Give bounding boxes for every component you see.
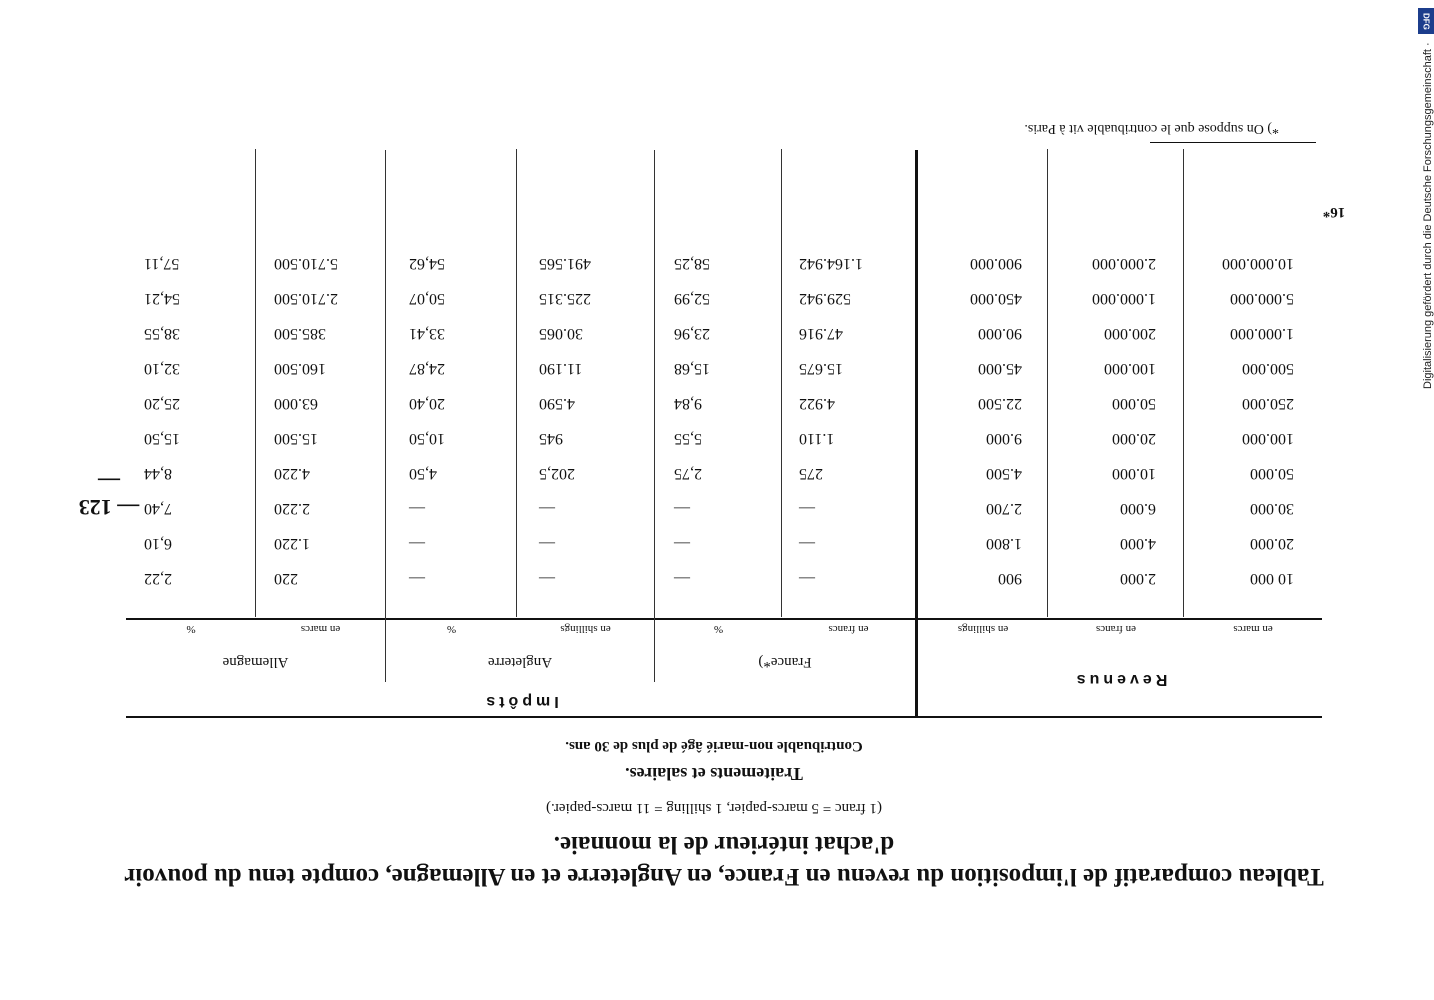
unit-ang-shillings: en shillings <box>560 623 611 635</box>
currency-conversion-note: (1 franc = 5 marcs-papier, 1 shilling = 11 marcs-papier.) <box>545 800 883 816</box>
cell-france-pct: 15,68 <box>674 360 710 377</box>
unit-rev-marcs: en marcs <box>1233 623 1273 635</box>
cell-france-francs: 1.164.942 <box>799 255 863 272</box>
group-revenus: Revenus <box>1072 671 1168 688</box>
rule-fr <box>781 149 782 617</box>
cell-france-pct: 58,25 <box>674 255 710 272</box>
unit-all-pct: % <box>186 623 196 635</box>
cell-france-francs: 529.942 <box>799 290 851 307</box>
cell-france-francs: 275 <box>799 465 823 482</box>
cell-allemagne-marcs: 1.220 <box>274 535 310 552</box>
cell-france-pct: 5,55 <box>674 430 702 447</box>
cell-angleterre-pct: 10,50 <box>409 430 445 447</box>
subsection-heading: Contribuable non-marié âgé de plus de 30 ans. <box>565 738 863 754</box>
cell-angleterre-pct: 24,87 <box>409 360 445 377</box>
cell-angleterre-shillings: 945 <box>539 430 563 447</box>
rule-ang-all <box>385 150 386 682</box>
digitization-note-text: Digitalisierung gefördert durch die Deutsche Forschungsgemeinschaft · <box>1422 42 1434 389</box>
rule-ang <box>516 149 517 617</box>
cell-angleterre-shillings: 225.315 <box>539 290 591 307</box>
cell-france-pct: — <box>674 570 690 587</box>
cell-allemagne-marcs: 63.000 <box>274 395 318 412</box>
unit-rev-shillings: en shillings <box>957 623 1009 635</box>
sub-allemagne: Allemagne <box>222 654 289 670</box>
cell-france-pct: 23,96 <box>674 325 710 342</box>
cell-revenu-francs: 2.000 <box>1120 570 1156 587</box>
sub-angleterre: Angleterre <box>487 654 553 670</box>
unit-fr-francs: en francs <box>828 623 869 635</box>
cell-france-francs: — <box>799 570 815 587</box>
cell-revenu-marcs: 500.000 <box>1242 360 1294 377</box>
cell-allemagne-pct: 54,21 <box>144 290 180 307</box>
cell-allemagne-pct: 2,22 <box>144 570 172 587</box>
cell-france-francs: — <box>799 500 815 517</box>
cell-revenu-francs: 2.000.000 <box>1092 255 1156 272</box>
cell-revenu-shillings: 2.700 <box>986 500 1022 517</box>
cell-allemagne-marcs: 220 <box>274 570 298 587</box>
cell-angleterre-pct: 50,07 <box>409 290 445 307</box>
rule-fr-ang <box>654 150 655 682</box>
cell-allemagne-marcs: 385.500 <box>274 325 326 342</box>
cell-france-francs: 47.916 <box>799 325 843 342</box>
cell-allemagne-marcs: 160.500 <box>274 360 326 377</box>
cell-france-francs: — <box>799 535 815 552</box>
cell-france-francs: 15.675 <box>799 360 843 377</box>
cell-revenu-francs: 6.000 <box>1120 500 1156 517</box>
cell-revenu-shillings: 45.000 <box>978 360 1022 377</box>
section-heading: Traitements et salaires. <box>625 764 803 784</box>
cell-revenu-francs: 100.000 <box>1104 360 1156 377</box>
group-impots: Impôts <box>482 693 559 710</box>
table-header-rule <box>126 618 1322 620</box>
cell-angleterre-pct: 4,50 <box>409 465 437 482</box>
cell-france-pct: 52,99 <box>674 290 710 307</box>
cell-revenu-shillings: 900 <box>998 570 1022 587</box>
cell-revenu-marcs: 100.000 <box>1242 430 1294 447</box>
cell-angleterre-pct: — <box>409 535 425 552</box>
rule-all <box>255 149 256 617</box>
cell-angleterre-pct: — <box>409 500 425 517</box>
cell-revenu-shillings: 1.800 <box>986 535 1022 552</box>
cell-revenu-francs: 50.000 <box>1112 395 1156 412</box>
cell-france-pct: — <box>674 500 690 517</box>
cell-allemagne-pct: 38,55 <box>144 325 180 342</box>
cell-revenu-marcs: 250.000 <box>1242 395 1294 412</box>
unit-fr-pct: % <box>713 623 724 635</box>
cell-angleterre-shillings: 4.590 <box>539 395 575 412</box>
cell-revenu-francs: 4.000 <box>1120 535 1156 552</box>
cell-allemagne-marcs: 2.220 <box>274 500 310 517</box>
cell-revenu-marcs: 50.000 <box>1250 465 1294 482</box>
table-top-rule <box>126 716 1322 718</box>
cell-revenu-shillings: 4.500 <box>986 465 1022 482</box>
cell-revenu-shillings: 90.000 <box>978 325 1022 342</box>
sub-france: France*) <box>758 654 812 670</box>
cell-allemagne-pct: 8,44 <box>144 465 172 482</box>
cell-france-francs: 4.922 <box>799 395 835 412</box>
cell-revenu-francs: 1.000.000 <box>1092 290 1156 307</box>
cell-angleterre-shillings: 11.190 <box>539 360 583 377</box>
cell-allemagne-pct: 57,11 <box>144 255 180 272</box>
cell-angleterre-shillings: 30.065 <box>539 325 583 342</box>
cell-revenu-marcs: 5.000.000 <box>1230 290 1294 307</box>
cell-france-pct: 9,84 <box>674 395 702 412</box>
rule-rev-2 <box>1047 149 1048 617</box>
cell-revenu-francs: 20.000 <box>1112 430 1156 447</box>
cell-allemagne-marcs: 5.710.500 <box>274 255 338 272</box>
cell-angleterre-pct: 33,41 <box>409 325 445 342</box>
cell-allemagne-marcs: 2.710.500 <box>274 290 338 307</box>
cell-allemagne-pct: 25,20 <box>144 395 180 412</box>
cell-revenu-marcs: 20.000 <box>1250 535 1294 552</box>
dfg-logo: DFG <box>1418 8 1434 34</box>
page-number: — 123 — <box>78 469 140 520</box>
cell-angleterre-shillings: — <box>539 500 555 517</box>
cell-revenu-marcs: 30.000 <box>1250 500 1294 517</box>
signature-mark: 16* <box>1322 204 1346 220</box>
cell-angleterre-pct: 54,62 <box>409 255 445 272</box>
cell-revenu-francs: 10.000 <box>1112 465 1156 482</box>
cell-angleterre-shillings: — <box>539 535 555 552</box>
cell-allemagne-pct: 7,40 <box>144 500 172 517</box>
cell-revenu-shillings: 9.000 <box>986 430 1022 447</box>
cell-revenu-marcs: 10.000.000 <box>1222 255 1294 272</box>
cell-angleterre-pct: — <box>409 570 425 587</box>
cell-revenu-shillings: 900.000 <box>970 255 1022 272</box>
cell-revenu-marcs: 10 000 <box>1250 570 1294 587</box>
cell-allemagne-marcs: 4.220 <box>274 465 310 482</box>
cell-allemagne-marcs: 15.500 <box>274 430 318 447</box>
unit-ang-pct: % <box>446 623 457 635</box>
rule-rev-1 <box>1183 149 1184 617</box>
cell-france-pct: 2,75 <box>674 465 702 482</box>
cell-angleterre-shillings: 202,5 <box>539 465 575 482</box>
footnote: *) On suppose que le contribuable vit à Paris. <box>1024 121 1279 136</box>
unit-rev-francs: en francs <box>1096 623 1137 635</box>
cell-revenu-shillings: 22.500 <box>978 395 1022 412</box>
cell-france-francs: 1.110 <box>799 430 835 447</box>
unit-all-marcs: en marcs <box>300 623 341 635</box>
cell-revenu-shillings: 450.000 <box>970 290 1022 307</box>
cell-allemagne-pct: 32,10 <box>144 360 180 377</box>
cell-angleterre-pct: 20,40 <box>409 395 445 412</box>
cell-angleterre-shillings: — <box>539 570 555 587</box>
footnote-rule <box>1150 142 1316 143</box>
table-title: Tableau comparatif de l'imposition du revenu en France, en Angleterre et en Allemagne, compte tenu du pouvoir d'achat intérieur de la monnaie. <box>124 831 1324 890</box>
cell-allemagne-pct: 6,10 <box>144 535 172 552</box>
cell-angleterre-shillings: 491.565 <box>539 255 591 272</box>
cell-revenu-marcs: 1.000.000 <box>1230 325 1294 342</box>
cell-allemagne-pct: 15,50 <box>144 430 180 447</box>
cell-france-pct: — <box>674 535 690 552</box>
cell-revenu-francs: 200.000 <box>1104 325 1156 342</box>
